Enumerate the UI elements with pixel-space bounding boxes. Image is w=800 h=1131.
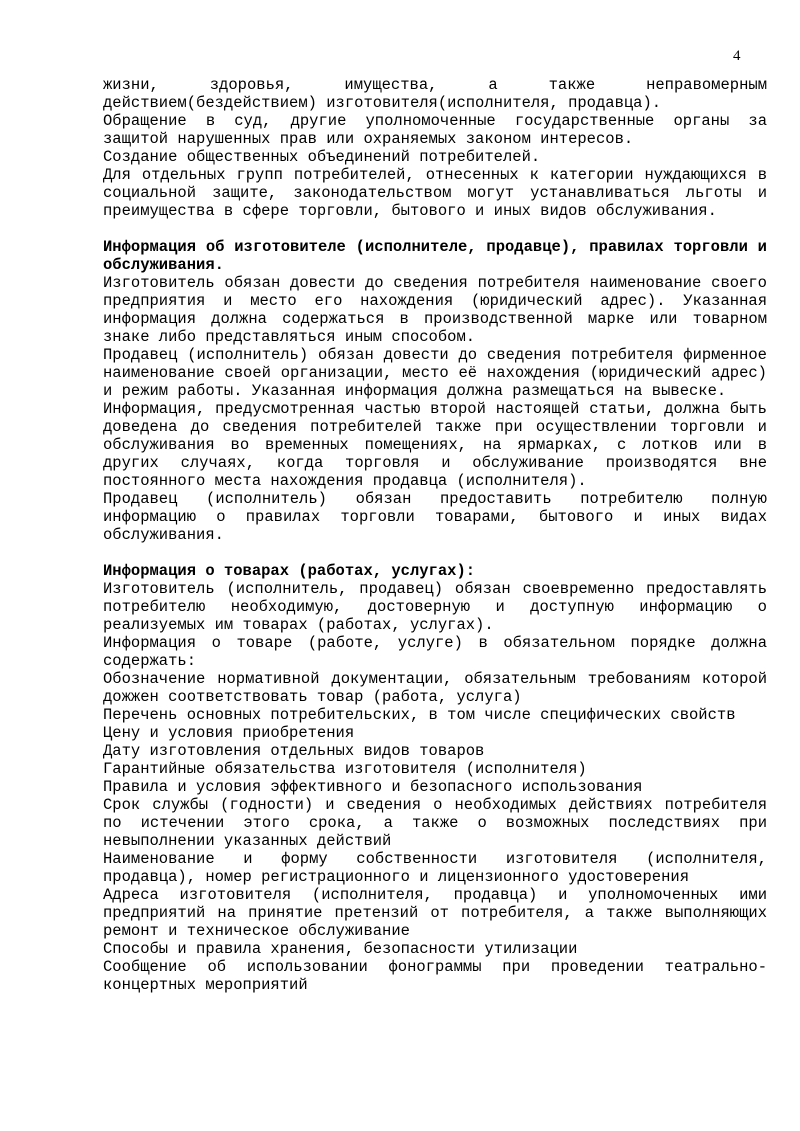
list-item: Срок службы (годности) и сведения о необходимых действиях потребителя по истечении этого срока, а также о возможных последствиях при невыполнении указанных действий: [103, 796, 767, 850]
list-item: Способы и правила хранения, безопасности утилизации: [103, 940, 578, 958]
list-item: Гарантийные обязательства изготовителя (исполнителя): [103, 760, 587, 778]
list-item: Адреса изготовителя (исполнителя, продавца) и уполномоченных ими предприятий на принятие претензий от потребителя, а также выполняющих ремонт и техническое обслуживание: [103, 886, 767, 940]
list-item: Сообщение об использовании фонограммы при проведении театрально-концертных мероприятий: [103, 958, 767, 994]
paragraph: Продавец (исполнитель) обязан предоставить потребителю полную информацию о правилах торговли товарами, бытового и иных видах обслуживания.: [103, 490, 767, 544]
paragraph: Продавец (исполнитель) обязан довести до сведения потребителя фирменное наименование своей организации, место её нахождения (юридический адрес) и режим работы. Указанная информация должна размещаться на вывеске.: [103, 346, 767, 400]
paragraph: жизни, здоровья, имущества, а также неправомерным: [103, 76, 767, 94]
spacer: [103, 544, 767, 562]
paragraph: Информация, предусмотренная частью второй настоящей статьи, должна быть доведена до сведения потребителей также при осуществлении торговли и обслуживания во временных помещениях, на ярмарках, с лотков или в других случаях, когда торговля и обслуживание производятся вне постоянного места нахождения продавца (исполнителя).: [103, 400, 767, 490]
list-item: Цену и условия приобретения: [103, 724, 355, 742]
paragraph: Информация о товаре (работе, услуге) в обязательном порядке должна содержать:: [103, 634, 767, 670]
list-item: Дату изготовления отдельных видов товаров: [103, 742, 485, 760]
spacer: [103, 220, 767, 238]
paragraph: Обращение в суд, другие уполномоченные государственные органы за защитой нарушенных прав или охраняемых законом интересов.: [103, 112, 767, 148]
section-heading: Информация об изготовителе (исполнителе, продавце), правилах торговли и обслуживания.: [103, 238, 767, 274]
section-heading: Информация о товарах (работах, услугах):: [103, 562, 476, 580]
page-number: 4: [733, 48, 741, 64]
document-body: [103, 76, 767, 994]
paragraph: Для отдельных групп потребителей, отнесенных к категории нуждающихся в социальной защите, законодательством могут устанавливаться льготы и преимущества в сфере торговли, бытового и иных видов обслуживания.: [103, 166, 767, 220]
list-item: Правила и условия эффективного и безопасного использования: [103, 778, 643, 796]
paragraph: Изготовитель (исполнитель, продавец) обязан своевременно предоставлять потребителю необходимую, достоверную и доступную информацию о реализуемых им товарах (работах, услугах).: [103, 580, 767, 634]
list-item: Наименование и форму собственности изготовителя (исполнителя, продавца), номер регистрационного и лицензионного удостоверения: [103, 850, 767, 886]
paragraph: Создание общественных объединений потребителей.: [103, 148, 541, 166]
paragraph: действием(бездействием) изготовителя(исполнителя, продавца).: [103, 94, 662, 112]
paragraph: Изготовитель обязан довести до сведения потребителя наименование своего предприятия и место его нахождения (юридический адрес). Указанная информация должна содержаться в производственной марке или товарном знаке либо представляться иным способом.: [103, 274, 767, 346]
list-item: Перечень основных потребительских, в том числе специфических свойств: [103, 706, 736, 724]
list-item: Обозначение нормативной документации, обязательным требованиям которой дожжен соответствовать товар (работа, услуга): [103, 670, 767, 706]
